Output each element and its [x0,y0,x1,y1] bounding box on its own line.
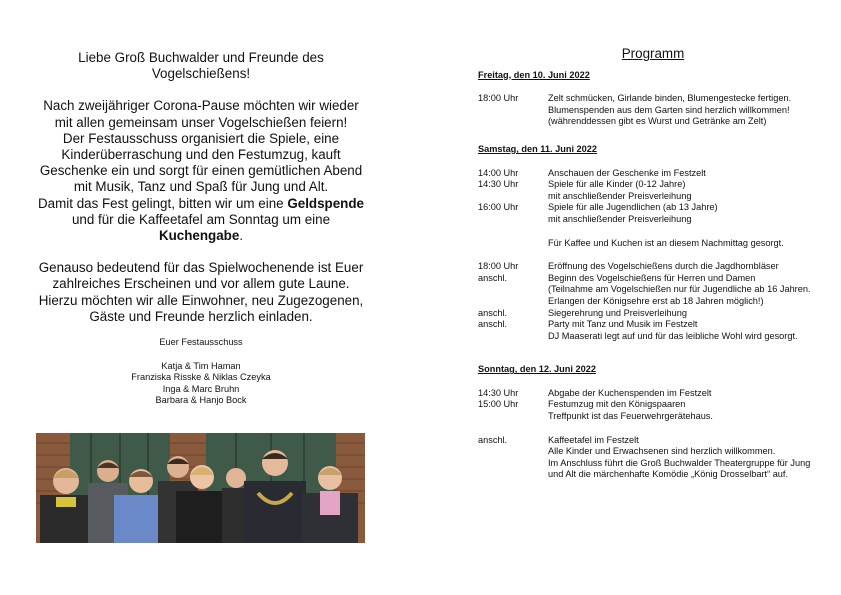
signature-block [36,337,366,407]
program-title: Programm [621,46,685,61]
intro-paragraph: Nach zweijähriger Corona-Pause möchten wir wieder mit allen gemeinsam unser Vogelschießen feiern! [43,98,359,130]
program-column [478,48,818,481]
signature-name: Katja & Tim Haman [161,360,241,371]
donation-paragraph: Damit das Fest gelingt, bitten wir um eine Geldspende und für die Kaffeetafel am Sonntag um eine Kuchengabe. [38,195,364,244]
list-item [478,273,818,308]
signature-name: Franziska Risske & Niklas Czeyka [131,372,271,383]
saturday-heading: Samstag, den 11. Juni 2022 [478,143,597,154]
invitation-text [36,50,366,325]
item-text: Für Kaffee und Kuchen ist an diesem Nachmittag gesorgt. [548,237,784,248]
item-text: Zelt schmücken, Girlande binden, Blumengestecke fertigen. Blumenspenden aus dem Garten sind herzlich willkommen! (währenddessen gibt es Wurst und Getränke am Zelt) [548,93,792,127]
item-time: 18:00 Uhr [478,93,519,104]
item-time: 16:00 Uhr [478,202,519,213]
item-time: anschl. [478,272,508,283]
signature-greeting: Euer Festausschuss [159,337,243,348]
item-text: Siegerehrung und Preisverleihung [548,307,687,318]
item-time: 14:00 Uhr [478,167,519,178]
list-item [478,168,818,180]
signature-name: Inga & Marc Bruhn [162,383,240,394]
item-text: Kaffeetafel im Festzelt Alle Kinder und Erwachsenen sind herzlich willkommen. Im Anschluss führt die Groß Buchwalder Theatergruppe für Jung und Alt die märchenhafte Komödie „König Drosselbart“ auf. [548,434,811,480]
list-item [478,308,818,320]
item-time: 15:00 Uhr [478,399,519,410]
list-item [478,261,818,273]
list-item [478,319,818,342]
item-text: Party mit Tanz und Musik im Festzelt DJ Maaserati legt auf und für das leibliche Wohl wird gesorgt. [548,319,798,341]
list-item [478,202,818,225]
item-text: Abgabe der Kuchenspenden im Festzelt [548,387,712,398]
friday-heading: Freitag, den 10. Juni 2022 [478,69,590,80]
item-text: Beginn des Vogelschießens für Herren und Damen (Teilnahme am Vogelschießen nur für Jugendliche ab 16 Jahren. Erlangen der Königsehre erst ab 18 Jahren möglich!) [548,272,811,306]
item-time: anschl. [478,307,508,318]
item-time: 14:30 Uhr [478,179,519,190]
item-text: Spiele für alle Kinder (0-12 Jahre) mit anschließender Preisverleihung [548,179,692,201]
list-item [478,238,818,250]
sunday-heading: Sonntag, den 12. Juni 2022 [478,364,596,375]
kuchengabe-bold: Kuchengabe [158,228,240,244]
list-item [478,399,818,422]
committee-group-photo [36,433,365,543]
signature-names [36,361,366,407]
list-item [478,179,818,202]
item-time: anschl. [478,319,508,330]
signature-name: Barbara & Hanjo Bock [155,395,247,406]
list-item [478,93,818,128]
item-text: Festumzug mit den Königspaaren Treffpunkt ist das Feuerwehrgerätehaus. [548,399,713,422]
geldspende-bold: Geldspende [287,195,364,211]
list-item [478,388,818,400]
item-time: 14:30 Uhr [478,387,519,398]
item-time: 18:00 Uhr [478,261,519,272]
item-text: Spiele für alle Jugendlichen (ab 13 Jahre) mit anschließender Preisverleihung [548,202,718,224]
organisation-paragraph: Der Festausschuss organisiert die Spiele, eine Kinderüberraschung und den Festumzug, kauft Geschenke ein und sorgt für einen gemütlichen Abend mit Musik, Tanz und Spaß für Jung und Alt. [39,130,363,195]
invitation-paragraph: Genauso bedeutend für das Spielwochenende ist Euer zahlreiches Erscheinen und vor allem gute Laune. Hierzu möchten wir alle Einwohner, neu Zugezogenen, Gäste und Freunde herzlich einladen. [38,260,364,324]
item-text: Eröffnung des Vogelschießens durch die Jagdhornbläser [548,261,779,272]
invitation-column [36,50,366,407]
greeting-heading: Liebe Groß Buchwalder und Freunde des Vogelschießens! [78,50,324,82]
item-text: Anschauen der Geschenke im Festzelt [548,167,706,178]
item-time: anschl. [478,434,508,445]
item-time [478,238,548,250]
list-item [478,435,818,481]
